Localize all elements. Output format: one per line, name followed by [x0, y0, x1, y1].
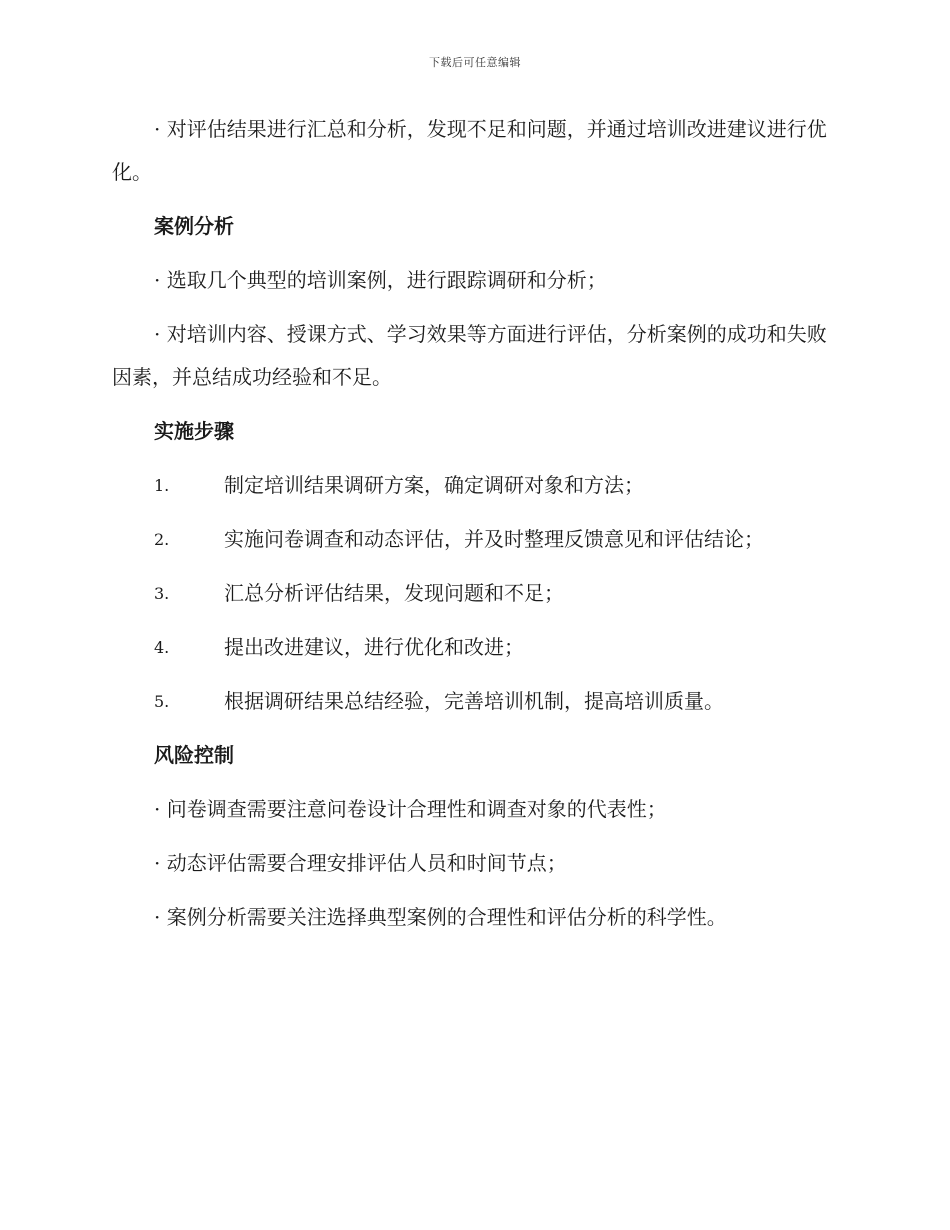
- step-item: [112, 626, 828, 669]
- step-item: [112, 680, 828, 723]
- case-analysis-heading: 案例分析: [154, 214, 234, 238]
- step-number: 3.: [154, 584, 170, 603]
- step-text: 汇总分析评估结果，发现问题和不足；: [224, 581, 564, 605]
- document-body: [112, 108, 828, 939]
- steps-heading: 实施步骤: [154, 419, 234, 443]
- case-analysis-item: · 选取几个典型的培训案例，进行跟踪调研和分析；: [154, 268, 607, 292]
- step-item: [112, 464, 828, 507]
- step-text: 提出改进建议，进行优化和改进；: [224, 635, 524, 659]
- step-text: 根据调研结果总结经验，完善培训机制，提高培训质量。: [224, 689, 724, 713]
- page-header-note: 下载后可任意编辑: [429, 56, 521, 69]
- case-analysis-item: · 对培训内容、授课方式、学习效果等方面进行评估，分析案例的成功和失败因素，并总结成功经验和不足。: [112, 322, 827, 389]
- step-text: 实施问卷调查和动态评估，并及时整理反馈意见和评估结论；: [224, 527, 764, 551]
- step-number: 4.: [154, 638, 170, 657]
- risk-control-heading: 风险控制: [154, 743, 234, 767]
- step-number: 5.: [154, 692, 170, 711]
- step-number: 1.: [154, 476, 170, 495]
- risk-control-item: · 问卷调查需要注意问卷设计合理性和调查对象的代表性；: [154, 797, 667, 821]
- risk-control-item: · 案例分析需要关注选择典型案例的合理性和评估分析的科学性。: [154, 905, 727, 929]
- intro-bullet: · 对评估结果进行汇总和分析，发现不足和问题，并通过培训改进建议进行优化。: [112, 117, 827, 184]
- step-number: 2.: [154, 530, 170, 549]
- step-text: 制定培训结果调研方案，确定调研对象和方法；: [224, 473, 644, 497]
- risk-control-item: · 动态评估需要合理安排评估人员和时间节点；: [154, 851, 567, 875]
- step-item: [112, 572, 828, 615]
- step-item: [112, 518, 828, 561]
